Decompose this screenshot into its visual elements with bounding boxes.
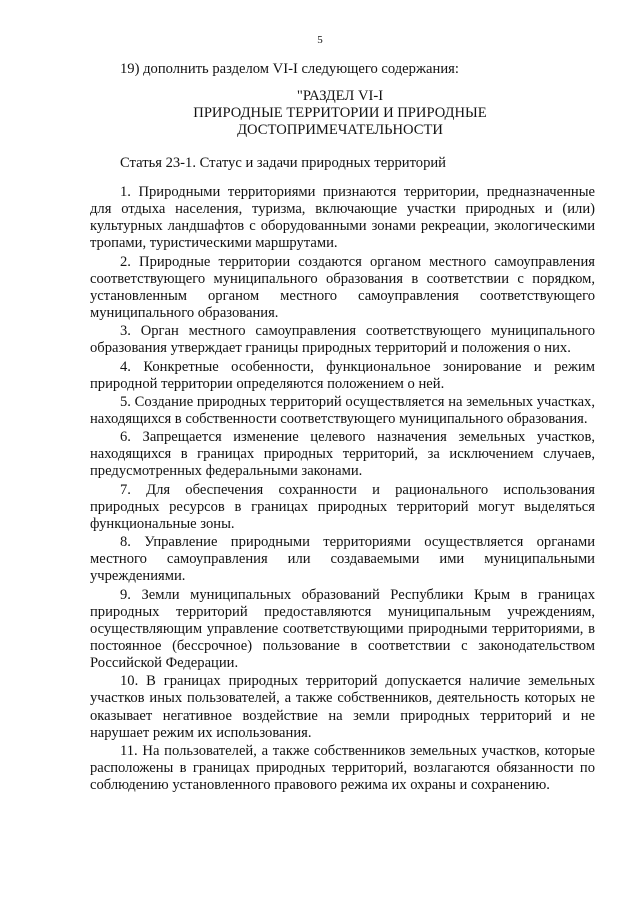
article-body [90, 184, 595, 795]
section-heading-line-2: ПРИРОДНЫЕ ТЕРРИТОРИИ И ПРИРОДНЫЕ [193, 105, 487, 121]
section-heading-line-1: "РАЗДЕЛ VI-I [296, 88, 384, 104]
paragraph-7: 7. Для обеспечения сохранности и рационального использования природных ресурсов в границах природных территорий могут выделяться функциональные зоны. [90, 481, 595, 532]
section-heading [130, 88, 550, 139]
paragraph-3: 3. Орган местного самоуправления соответствующего муниципального образования утверждает границы природных территорий и положения о них. [90, 323, 595, 357]
page-number: 5 [317, 34, 323, 46]
paragraph-6: 6. Запрещается изменение целевого назначения земельных участков, находящихся в границах природных территорий, за исключением случаев, предусмотренных федеральными законами. [90, 429, 595, 480]
paragraph-4: 4. Конкретные особенности, функциональное зонирование и режим природной территории определяются положением о ней. [90, 358, 595, 392]
paragraph-8: 8. Управление природными территориями осуществляется органами местного самоуправления или создаваемыми ими муниципальными учреждениями. [90, 534, 595, 585]
paragraph-11: 11. На пользователей, а также собственников земельных участков, которые расположены в границах природных территорий, возлагаются обязанности по соблюдению установленного правового режима их охраны и сохранению. [90, 742, 595, 794]
paragraph-10: 10. В границах природных территорий допускается наличие земельных участков иных пользователей, а также собственников, деятельность которых не оказывает негативное воздействие на земли природных территорий и не нарушает режим их использования. [90, 673, 595, 741]
amendment-intro: 19) дополнить разделом VI-I следующего содержания: [120, 61, 459, 77]
article-title: Статья 23-1. Статус и задачи природных территорий [120, 155, 446, 171]
paragraph-2: 2. Природные территории создаются органом местного самоуправления соответствующего муниципального образования в соответствии с порядком, установленным органом местного самоуправления соответствующего муниципального образования. [90, 253, 595, 321]
paragraph-5: 5. Создание природных территорий осуществляется на земельных участках, находящихся в собственности соответствующего муниципального образования. [90, 393, 595, 427]
section-heading-line-3: ДОСТОПРИМЕЧАТЕЛЬНОСТИ [237, 122, 443, 138]
paragraph-1: 1. Природными территориями признаются территории, предназначенные для отдыха населения, туризма, включающие участки природных и (или) культурных ландшафтов с оборудованными зонами рекреации, экологическими тропами, туристическими маршрутами. [90, 184, 595, 252]
paragraph-9: 9. Земли муниципальных образований Республики Крым в границах природных территорий предоставляются муниципальным учреждениям, осуществляющим управление соответствующими природными территориями, в постоянное (бессрочное) пользование в соответствии с законодательством Российской Федерации. [90, 586, 595, 672]
